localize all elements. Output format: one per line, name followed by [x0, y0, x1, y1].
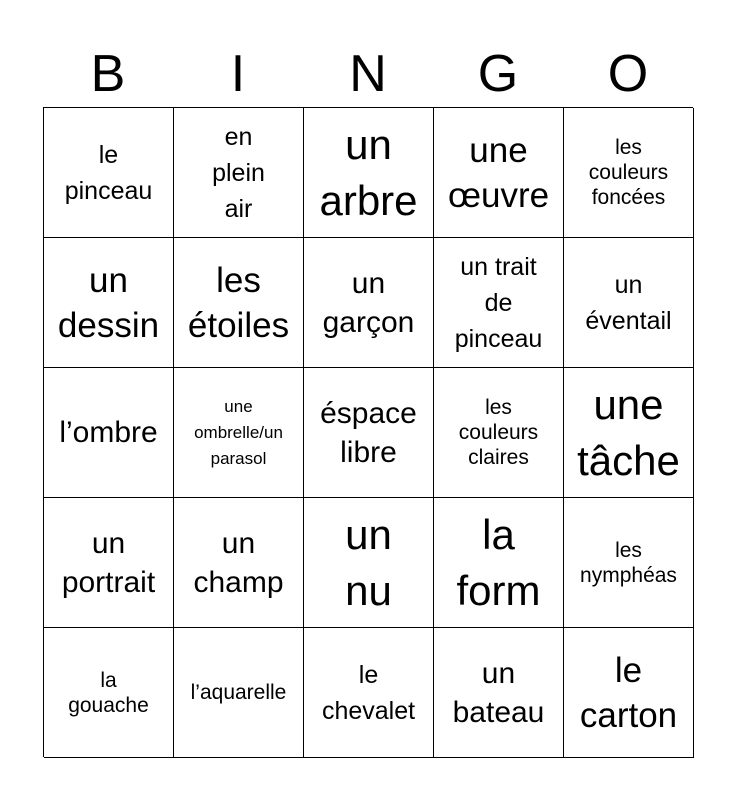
header-letter-i: I [230, 45, 246, 103]
cell-text: le pinceau [64, 140, 153, 205]
cell-text: en plein air [212, 122, 265, 223]
cell-text: les couleurs foncées [588, 136, 669, 209]
bingo-cell-r3-c3[interactable] [304, 368, 434, 498]
bingo-cell-r4-c5[interactable] [564, 498, 694, 628]
bingo-cell-r5-c4[interactable] [434, 628, 564, 758]
header-letter-n: N [349, 45, 387, 103]
header-letter-b: B [90, 45, 126, 103]
cell-text: le carton [579, 650, 678, 735]
bingo-cell-r3-c5[interactable] [564, 368, 694, 498]
cell-text: un garçon [322, 266, 415, 339]
cell-text: le chevalet [321, 660, 416, 725]
bingo-cell-r2-c2[interactable] [174, 238, 304, 368]
cell-text: un éventail [585, 270, 672, 335]
bingo-cell-r2-c1[interactable] [44, 238, 174, 368]
bingo-cell-r1-c5[interactable] [564, 108, 694, 238]
cell-text: un nu [345, 510, 392, 614]
cell-text: une œuvre [447, 130, 550, 215]
cell-text: les nymphéas [580, 538, 677, 587]
bingo-cell-r4-c4[interactable] [434, 498, 564, 628]
cell-text: un bateau [452, 656, 545, 729]
bingo-cell-r2-c3[interactable] [304, 238, 434, 368]
bingo-cell-r1-c4[interactable] [434, 108, 564, 238]
cell-text: les couleurs claires [458, 396, 539, 469]
bingo-cell-r5-c2[interactable] [174, 628, 304, 758]
cell-text: une ombrelle/un parasol [194, 396, 283, 468]
bingo-cell-r3-c1[interactable] [44, 368, 174, 498]
cell-text: une tâche [577, 380, 680, 484]
bingo-cell-r1-c3[interactable] [304, 108, 434, 238]
bingo-cell-r5-c1[interactable] [44, 628, 174, 758]
bingo-cell-r2-c4[interactable] [434, 238, 564, 368]
bingo-cell-r4-c2[interactable] [174, 498, 304, 628]
header-letter-o: O [607, 45, 649, 103]
bingo-cell-r5-c5[interactable] [564, 628, 694, 758]
cell-text: un trait de pinceau [454, 252, 543, 353]
cell-text: la form [456, 510, 541, 614]
bingo-cell-r4-c1[interactable] [44, 498, 174, 628]
bingo-cell-r3-c4[interactable] [434, 368, 564, 498]
cell-text: éspace libre [320, 396, 417, 469]
bingo-cell-r1-c2[interactable] [174, 108, 304, 238]
cell-text: un portrait [61, 526, 156, 599]
cell-text: l’ombre [59, 416, 158, 449]
cell-text: la gouache [68, 668, 149, 717]
bingo-cell-r1-c1[interactable] [44, 108, 174, 238]
bingo-grid [43, 107, 693, 757]
bingo-header [43, 40, 693, 108]
cell-text: les étoiles [187, 260, 290, 345]
bingo-cell-r4-c3[interactable] [304, 498, 434, 628]
cell-text: un arbre [319, 120, 418, 224]
bingo-cell-r5-c3[interactable] [304, 628, 434, 758]
cell-text: un champ [193, 526, 284, 599]
bingo-cell-r3-c2[interactable] [174, 368, 304, 498]
header-letter-g: G [477, 45, 519, 103]
bingo-cell-r2-c5[interactable] [564, 238, 694, 368]
cell-text: un dessin [57, 260, 160, 345]
cell-text: l’aquarelle [190, 681, 287, 704]
